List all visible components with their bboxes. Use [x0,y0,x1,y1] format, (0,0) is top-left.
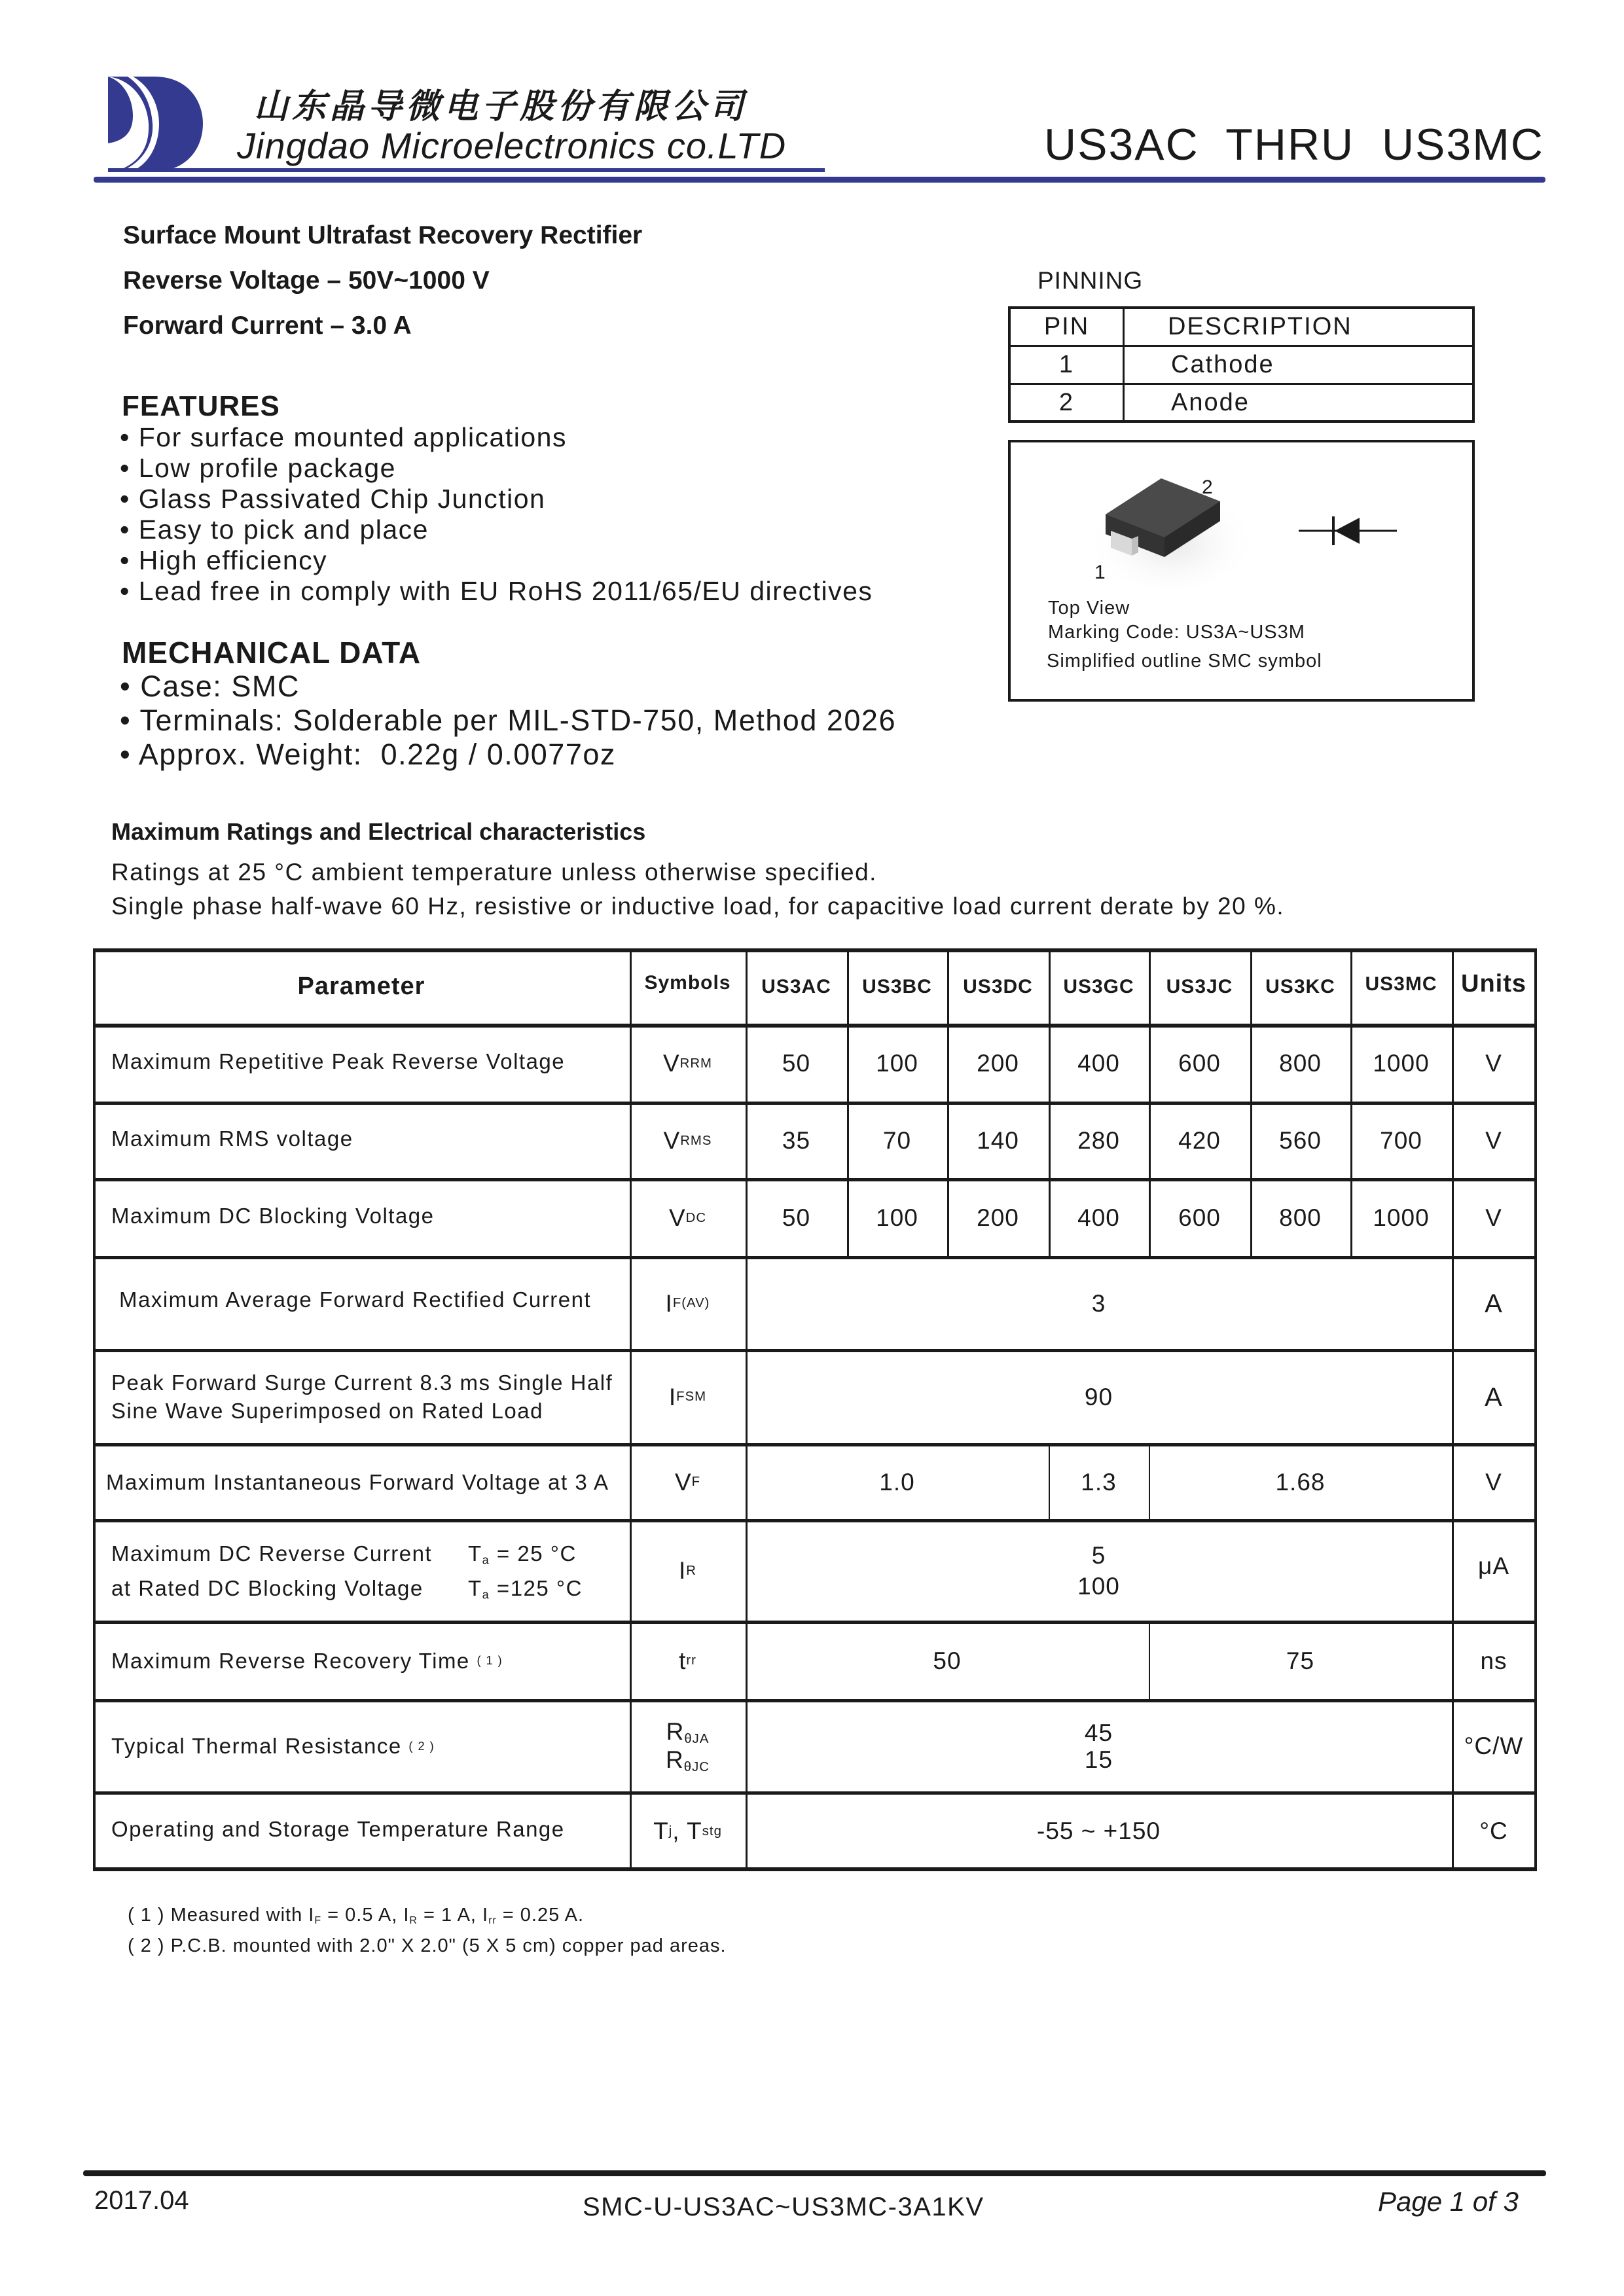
marking-code: Marking Code: US3A~US3M [1048,622,1305,643]
param-rth: Typical Thermal Resistance ( 2 ) [111,1734,435,1759]
symbol-rth: $R_{\theta JA}$ $R_{\theta JC}$ [666,1718,710,1774]
value-cell: 280 [1077,1127,1120,1155]
symbols-header: Symbols [644,971,731,994]
symbol-vrrm: V RRM [662,1050,713,1077]
feature-item: • Low profile package [120,453,396,483]
pinning-table [1008,306,1475,423]
ratings-table [93,948,1537,1871]
value-cell: 45 15 [1084,1719,1113,1773]
unit-cell: A [1485,1289,1503,1318]
feature-item: • Lead free in comply with EU RoHS 2011/65/EU directives [120,576,873,606]
value-cell: 50 [782,1204,811,1232]
parameter-header: Parameter [297,972,425,1000]
param-line: at Rated DC Blocking Voltage $T_a =125$ °C [111,1575,583,1602]
value-cell: 200 [977,1204,1019,1232]
value-cell: 90 [1084,1383,1113,1410]
value-cell: 50 [933,1647,962,1674]
package-outline-box [1008,440,1475,702]
unit-cell: ns [1480,1647,1507,1674]
unit-cell: °C/W [1464,1732,1524,1760]
symbol-temp: T j , T stg [653,1818,722,1845]
company-logo-icon [108,77,203,171]
unit-cell: μA [1478,1552,1509,1579]
feature-item: • For surface mounted applications [120,422,567,452]
param-line: Sine Wave Superimposed on Rated Load [111,1399,543,1423]
value-cell: 700 [1380,1127,1422,1155]
footnote-1: ( 1 ) Measured with $I_F = 0.5$ A, $I_R = 1$ A, $I_{rr} = 0.25$ A. [128,1905,585,1926]
features-title: FEATURES [122,390,280,422]
pinning-row [1011,347,1472,385]
value-cell: 420 [1178,1127,1221,1155]
unit-cell: V [1485,1468,1502,1496]
pin-description: Anode [1171,389,1250,416]
part-header: US3KC [1265,975,1335,997]
value-cell: 600 [1178,1204,1221,1232]
pinning-row [1011,385,1472,423]
pin-number: 1 [1011,347,1125,383]
value-cell: 70 [882,1127,912,1155]
value-cell: 140 [977,1127,1019,1155]
feature-item: • High efficiency [120,545,328,575]
param-line: Peak Forward Surge Current 8.3 ms Single Half [111,1371,613,1395]
value-cell: 100 [876,1204,918,1232]
outline-caption: Simplified outline SMC symbol [1047,651,1322,672]
symbol-ifsm: I FSM [668,1383,707,1410]
value-cell: 100 [876,1050,918,1077]
document-title: US3AC THRU US3MC [1044,120,1544,170]
page-number: Page 1 of 3 [1378,2186,1519,2217]
pin1-label: 1 [1094,562,1106,583]
param-vdc: Maximum DC Blocking Voltage [111,1203,435,1228]
unit-cell: V [1485,1204,1502,1232]
ratings-note: Single phase half-wave 60 Hz, resistive or inductive load, for capacitive load current derate by 20 %. [111,893,1285,920]
value-cell: 400 [1077,1204,1120,1232]
param-ifsm [111,1350,613,1444]
value-cell: 1000 [1373,1204,1430,1232]
value-cell: 1.0 [879,1468,915,1496]
mechanical-item: • Approx. Weight: 0.22g / 0.0077oz [120,738,616,771]
part-header: US3GC [1063,975,1134,997]
description-header: DESCRIPTION [1168,313,1352,340]
part-header: US3BC [862,975,932,997]
company-name-chinese: 山东晶导微电子股份有限公司 [254,88,748,126]
product-description: Surface Mount Ultrafast Recovery Rectifier [123,221,643,249]
symbol-ir: I R [679,1557,696,1585]
smc-package-icon [1092,472,1250,590]
param-trr: Maximum Reverse Recovery Time ( 1 ) [111,1648,503,1673]
pinning-header-row [1011,309,1472,347]
param-line: Maximum DC Reverse Current $T_a = 25$ °C [111,1541,577,1567]
unit-cell: V [1485,1127,1502,1155]
value-cell: 200 [977,1050,1019,1077]
unit-cell: °C [1479,1818,1508,1845]
unit-cell: V [1485,1050,1502,1077]
symbol-vf: V F [674,1468,701,1496]
value-cell: 800 [1279,1050,1322,1077]
value-cell: 560 [1279,1127,1322,1155]
header-divider [94,177,1545,183]
value-cell: 800 [1279,1204,1322,1232]
value-cell: 1.68 [1275,1468,1326,1496]
symbol-vrms: V RMS [663,1127,712,1155]
units-header: Units [1461,970,1526,998]
footer-divider [83,2170,1546,2176]
part-header: US3DC [963,975,1033,997]
mechanical-item: • Case: SMC [120,670,300,703]
value-cell: 1.3 [1081,1468,1117,1496]
ratings-title: Maximum Ratings and Electrical characteristics [111,818,646,845]
document-code: SMC-U-US3AC~US3MC-3A1KV [583,2193,984,2221]
revision-date: 2017.04 [94,2186,189,2215]
value-cell: 35 [782,1127,811,1155]
param-temp: Operating and Storage Temperature Range [111,1816,565,1841]
pin-header: PIN [1011,309,1125,345]
value-cell: 600 [1178,1050,1221,1077]
part-header: US3JC [1166,975,1233,997]
ratings-note: Ratings at 25 °C ambient temperature unless otherwise specified. [111,859,877,886]
param-ifav: Maximum Average Forward Rectified Current [119,1287,592,1312]
unit-cell: A [1485,1383,1503,1412]
pin-number: 2 [1011,385,1125,423]
header-underline [108,168,825,172]
mechanical-data-title: MECHANICAL DATA [122,636,422,670]
param-vrms: Maximum RMS voltage [111,1126,353,1151]
top-view-label: Top View [1048,598,1130,619]
pinning-title: PINNING [1038,267,1144,294]
symbol-vdc: V DC [668,1204,707,1232]
forward-current-spec: Forward Current – 3.0 A [123,312,412,340]
value-cell: 3 [1091,1289,1106,1317]
value-cell: 50 [782,1050,811,1077]
part-header: US3MC [1365,973,1437,996]
feature-item: • Easy to pick and place [120,514,429,545]
company-name-english: Jingdao Microelectronics co.LTD [237,125,787,166]
param-vrrm: Maximum Repetitive Peak Reverse Voltage [111,1049,566,1073]
pin2-label: 2 [1202,476,1214,498]
pin-description: Cathode [1171,351,1274,378]
param-vf: Maximum Instantaneous Forward Voltage at 3 A [106,1469,609,1494]
footnote-2: ( 2 ) P.C.B. mounted with 2.0" X 2.0" (5 X 5 cm) copper pad areas. [128,1935,727,1956]
feature-item: • Glass Passivated Chip Junction [120,484,546,514]
reverse-voltage-spec: Reverse Voltage – 50V~1000 V [123,266,490,295]
value-cell: 1000 [1373,1050,1430,1077]
mechanical-item: • Terminals: Solderable per MIL-STD-750, Method 2026 [120,704,896,737]
symbol-ifav: I F(AV) [665,1289,710,1317]
symbol-trr: t rr [679,1647,696,1674]
value-cell: 75 [1286,1647,1315,1674]
param-ir [111,1520,583,1622]
value-cell: 400 [1077,1050,1120,1077]
value-cell: 5 100 [1077,1542,1120,1600]
diode-symbol-icon [1299,511,1397,550]
part-header: US3AC [761,975,831,997]
value-cell: -55 ~ +150 [1037,1818,1161,1845]
